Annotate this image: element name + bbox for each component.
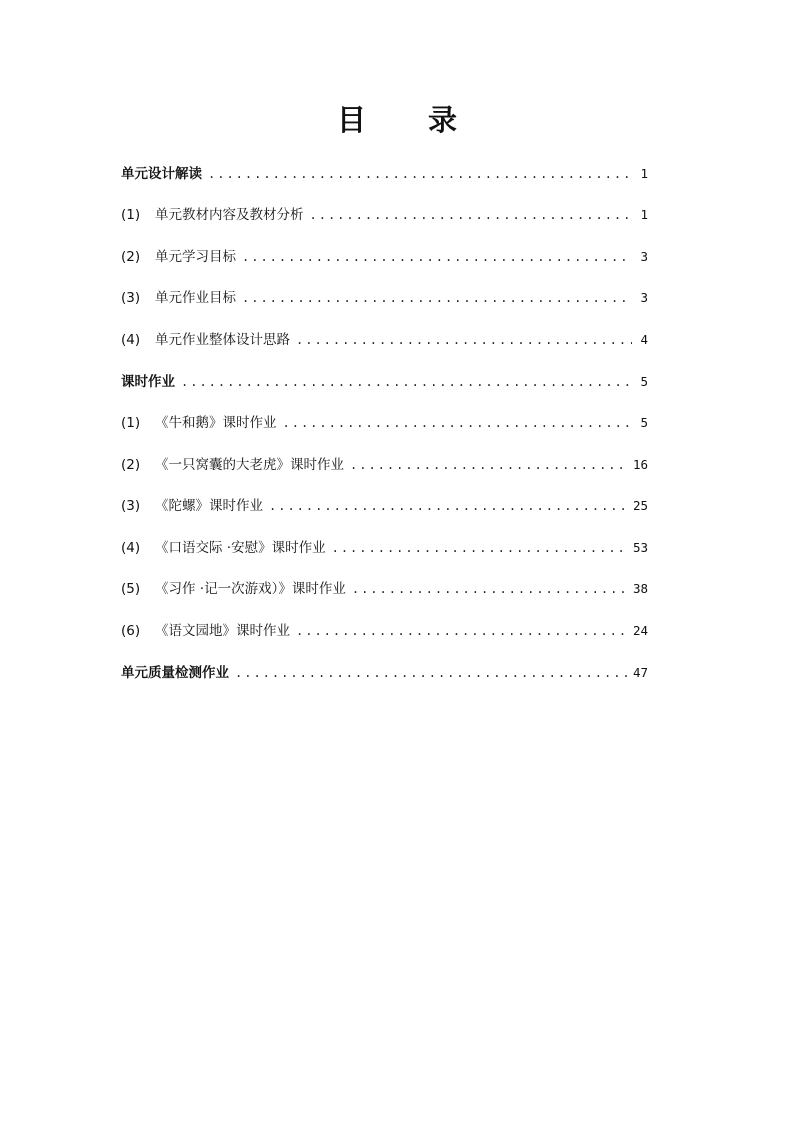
toc-page-number: 16 [632,457,648,472]
toc-page-number: 1 [640,207,648,222]
toc-entry-label: 单元设计解读 [121,166,202,182]
toc-entry-label: 单元学习目标 [155,249,236,265]
toc-entry-number: (2) [121,457,141,473]
toc-entry[interactable] [121,494,648,516]
toc-entry-number: (2) [121,249,141,265]
toc-entry-label: 单元作业整体设计思路 [155,332,290,348]
toc-entry-label: 《牛和鹅》课时作业 [155,415,277,431]
toc-entry-label: 单元质量检测作业 [121,665,229,681]
dot-leader [296,333,632,347]
dot-leader [208,167,632,181]
toc-entry[interactable] [121,453,648,475]
toc-page-number: 1 [640,166,648,181]
dot-leader [332,541,627,555]
toc-page-number: 25 [632,498,648,513]
toc-entry[interactable] [121,411,648,433]
toc-entry[interactable] [121,661,648,683]
toc-page-number: 24 [632,623,648,638]
toc-entry-label: 《语文园地》课时作业 [155,623,290,639]
toc-page-number: 3 [640,249,648,264]
toc-entry[interactable] [121,286,648,308]
dot-leader [269,499,627,513]
toc-entry-number: (4) [121,540,141,556]
toc-page-number: 4 [640,332,648,347]
dot-leader [350,458,627,472]
toc-entry-number: (1) [121,207,141,223]
toc-entry[interactable] [121,536,648,558]
dot-leader [235,666,627,680]
dot-leader [352,582,627,596]
toc-entry[interactable] [121,577,648,599]
toc-entry-label: 《陀螺》课时作业 [155,498,263,514]
toc-page-number: 3 [640,290,648,305]
toc-entry-number: (3) [121,498,141,514]
dot-leader [242,250,632,264]
toc-entry-label: 《一只窝囊的大老虎》课时作业 [155,457,344,473]
toc-entry-label: 单元作业目标 [155,290,236,306]
toc-entry[interactable] [121,370,648,392]
toc-page-number: 5 [640,374,648,389]
dot-leader [283,416,633,430]
dot-leader [296,624,627,638]
toc-entry-number: (3) [121,290,141,306]
toc-entry-number: (5) [121,581,141,597]
toc-page-number: 53 [632,540,648,555]
toc-entry-number: (4) [121,332,141,348]
toc-entry-label: 单元教材内容及教材分析 [155,207,304,223]
dot-leader [310,208,633,222]
toc-entry[interactable] [121,203,648,225]
toc-page-number: 5 [640,415,648,430]
toc-page-number: 38 [632,581,648,596]
toc-page-number: 47 [632,665,648,680]
toc-entry[interactable] [121,162,648,184]
toc-entry-label: 课时作业 [121,374,175,390]
toc-entry-number: (1) [121,415,141,431]
dot-leader [181,375,632,389]
toc-entry[interactable] [121,328,648,350]
toc-entry[interactable] [121,245,648,267]
toc-entry-number: (6) [121,623,141,639]
toc-entry[interactable] [121,619,648,641]
page-title: 目 录 [336,103,484,137]
dot-leader [242,291,632,305]
toc-entry-label: 《口语交际 ·安慰》课时作业 [155,540,326,556]
toc-entry-label: 《习作 ·记一次游戏）》课时作业 [155,581,346,597]
